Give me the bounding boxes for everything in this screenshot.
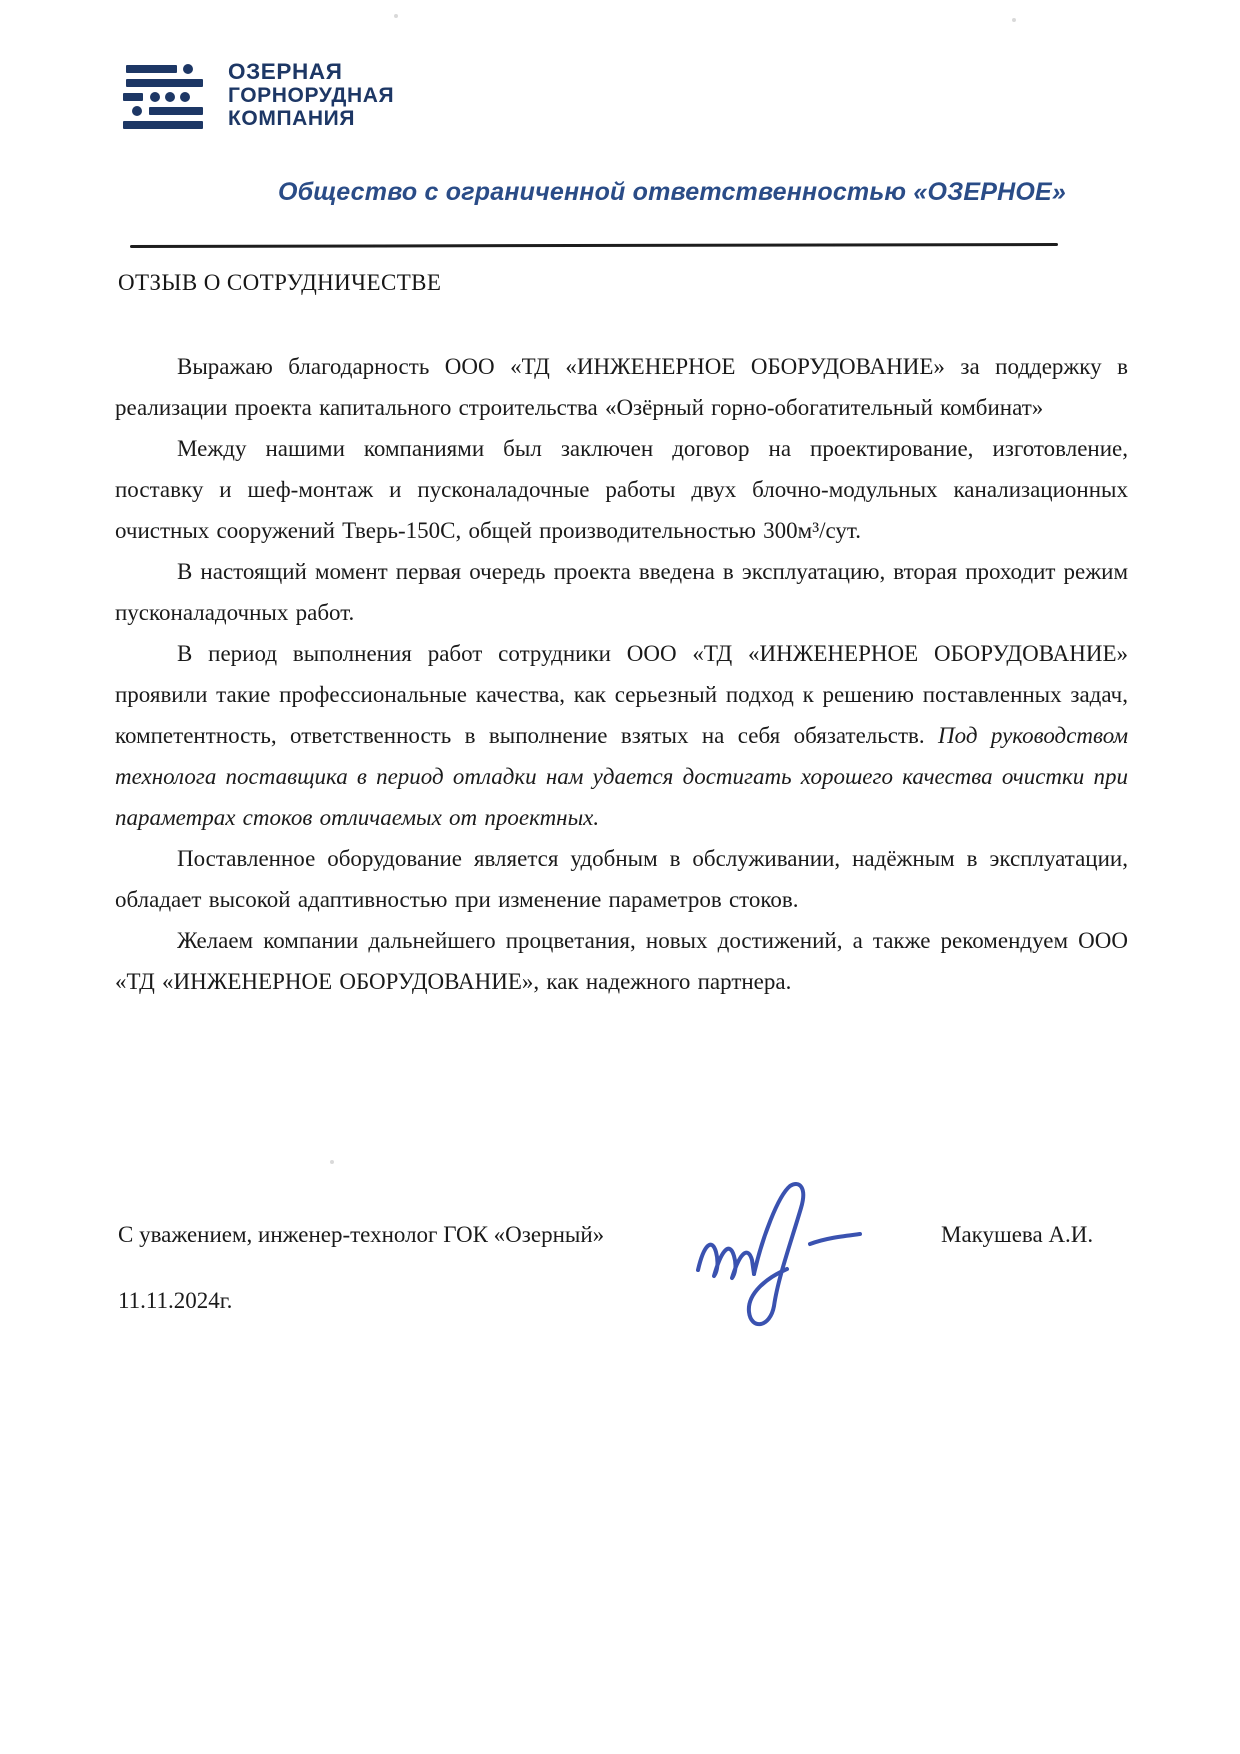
scan-speck — [330, 1160, 334, 1164]
scan-speck — [394, 14, 398, 18]
company-name-line1: ОЗЕРНАЯ — [228, 59, 343, 84]
body-paragraph: Поставленное оборудование является удобным в обслуживании, надёжным в эксплуатации, обладает высокой адаптивностью при изменение параметров стоков. — [115, 846, 1128, 912]
company-name-line3: КОМПАНИЯ — [228, 107, 356, 130]
signer-name: Макушева А.И. — [941, 1222, 1094, 1247]
organization-title: Общество с ограниченной ответственностью «ОЗЕРНОЕ» — [277, 178, 1067, 206]
body-paragraph: Выражаю благодарность ООО «ТД «ИНЖЕНЕРНОЕ ОБОРУДОВАНИЕ» за поддержку в реализации проекта капитального строительства «Озёрный горно-обогатительный комбинат» — [115, 354, 1128, 420]
body-paragraph: Желаем компании дальнейшего процветания, новых достижений, а также рекомендуем ООО «ТД «ИНЖЕНЕРНОЕ ОБОРУДОВАНИЕ», как надежного партнера. — [115, 928, 1128, 994]
company-logo-icon — [122, 62, 206, 140]
document-heading: ОТЗЫВ О СОТРУДНИЧЕСТВЕ — [118, 270, 442, 295]
handwritten-signature-icon — [688, 1178, 888, 1338]
header-divider — [130, 243, 1058, 248]
signature-date: 11.11.2024г. — [118, 1288, 233, 1313]
company-name-line2: ГОРНОРУДНАЯ — [228, 83, 395, 107]
body-paragraph: В настоящий момент первая очередь проекта введена в эксплуатацию, вторая проходит режим пусконаладочных работ. — [115, 559, 1128, 625]
body-paragraph: Между нашими компаниями был заключен договор на проектирование, изготовление, поставку и шеф-монтаж и пусконаладочные работы двух блочно-модульных канализационных очистных сооружений Тверь-150С, общей производительностью 300м³/сут. — [115, 436, 1128, 543]
body-paragraph: В период выполнения работ сотрудники ООО «ТД «ИНЖЕНЕРНОЕ ОБОРУДОВАНИЕ» проявили такие профессиональные качества, как серьезный подход к решению поставленных задач, компетентность, ответственность в выполнение взятых на себя обязательств. Под руководством технолога поставщика в период отладки нам удается достигать хорошего качества очистки при параметрах стоков отличаемых от проектных. — [115, 641, 1128, 830]
company-name — [228, 60, 394, 131]
scan-speck — [1012, 18, 1016, 22]
letter-body — [115, 346, 1128, 1002]
signature-closing: С уважением, инженер-технолог ГОК «Озерный» — [118, 1222, 605, 1247]
